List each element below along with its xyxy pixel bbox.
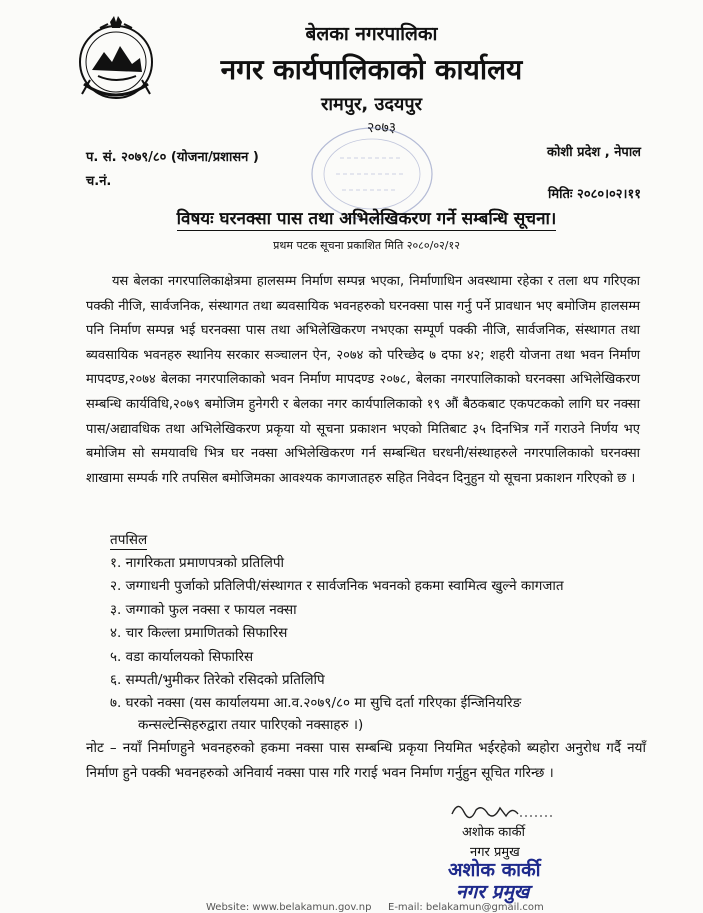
dispatch-number: च.नं.: [86, 174, 112, 189]
title-stamp: नगर प्रमुख: [456, 881, 530, 903]
list-item: ३. जग्गाको फुल नक्सा र फायल नक्सा: [110, 601, 297, 618]
list-item: [110, 692, 650, 736]
notice-body: यस बेलका नगरपालिकाक्षेत्रमा हालसम्म निर्माण सम्पन्न भएका, निर्माणाधिन अवस्थामा रहेका र तला थप गरिएका पक्की नीजि, सार्वजनिक, संस्थागत तथा ब्यवसायिक भवनहरुको घरनक्सा पास गर्नु पर्ने प्रावधान भए बमोजिम हालसम्म पनि निर्माण सम्पन्न भई घरनक्सा पास तथा अभिलेखिकरण नभएका सम्पूर्ण पक्की नीजि, सार्वजनिक, संस्थागत तथा ब्यवसायिक भवनहरु स्थानिय सरकार सञ्चालन ऐन, २०७४ को परिच्छेद ७ दफा ४२; शहरी योजना तथा भवन निर्माण मापदण्ड,२०७४ बेलका नगरपालिकाको भवन निर्माण मापदण्ड २०७८, बेलका नगरपालिकाको घरनक्सा अभिलेखिकरण सम्बन्धि कार्यविधि,२०७९ बमोजिम हुनेगरी र बेलका नगर कार्यपालिकाको १९ औं बैठकबाट एकपटकको लागि घर नक्सा पास/अद्यावधिक तथा अभिलेखिकरण प्रकृया यो सूचना प्रकाशन भएको मितिबाट ३५ दिनभित्र गर्ने गराउने निर्णय भए बमोजिम सो समयावधि भित्र घर नक्सा अभिलेखिकरण गर्न सम्बन्धित घरधनी/संस्थाहरुले नगरपालिकाको घरनक्सा शाखामा सम्पर्क गरि तपसिल बमोजिमका आवश्यक कागजातहरु सहित निवेदन दिनुहुन यो सूचना प्रकाशन गरिएको छ ।: [86, 274, 640, 486]
notice-subject: [0, 206, 703, 229]
list-item: ६. सम्पती/भुमीकर तिरेको रसिदको प्रतिलिपि: [110, 671, 325, 688]
list-item: २. जग्गाधनी पुर्जाको प्रतिलिपी/संस्थागत र सार्वजनिक भवनको हकमा स्वामित्व खुल्ने कागजात: [110, 578, 564, 595]
reference-number: प. सं. २०७९/८० (योजना/प्रशासन ): [86, 150, 259, 165]
established-year: २०७३: [366, 120, 397, 136]
list-item-line: ७. घरको नक्सा (यस कार्यालयमा आ.व.२०७९/८० मा सुचि दर्ता गरिएका ईन्जिनियरिङ: [110, 695, 522, 712]
list-item: ४. चार किल्ला प्रमाणितको सिफारिस: [110, 625, 288, 642]
tapasil-heading: तपसिल: [110, 532, 148, 548]
subject-text: विषयः घरनक्सा पास तथा अभिलेखिकरण गर्ने सम्बन्धि सूचना।: [176, 209, 557, 229]
letter-date: मितिः २०८०।०२।११: [547, 187, 641, 202]
signatory-title: नगर प्रमुख: [470, 845, 520, 860]
province-label: कोशी प्रदेश , नेपाल: [547, 145, 641, 160]
municipality-name: बेलका नगरपालिका: [305, 23, 438, 45]
footer-website: Website: www.belakamun.gov.np: [206, 902, 372, 913]
first-published-date: प्रथम पटक सूचना प्रकाशित मिति २०८०/०२/१२: [273, 239, 460, 252]
notice-note: नोट – नयाँ निर्माणहुने भवनहरुको हकमा नक्सा पास सम्बन्धि प्रकृया नियमित भईरहेको ब्यहोरा अनुरोध गर्दै नयाँ निर्माण हुने पक्की भवनहरुको अनिवार्य नक्सा पास गरि गराई भवन निर्माण गर्नुहुन सूचित गरिन्छ ।: [86, 740, 646, 781]
list-item: १. नागरिकता प्रमाणपत्रको प्रतिलिपी: [110, 555, 285, 571]
requirements-list: [110, 552, 650, 736]
list-item-line-continued: कन्सल्टेन्सिहरुद्वारा तयार पारिएको नक्साहरु ।): [138, 717, 364, 734]
signatory-name: अशोक कार्की: [462, 825, 525, 840]
list-item: ५. वडा कार्यालयको सिफारिस: [110, 648, 254, 665]
office-address: रामपुर, उदयपुर: [321, 94, 422, 115]
office-name: नगर कार्यपालिकाको कार्यालय: [220, 53, 523, 86]
name-stamp: अशोक कार्की: [448, 859, 541, 881]
footer-email: E-mail: belakamun@gmail.com: [388, 902, 544, 913]
